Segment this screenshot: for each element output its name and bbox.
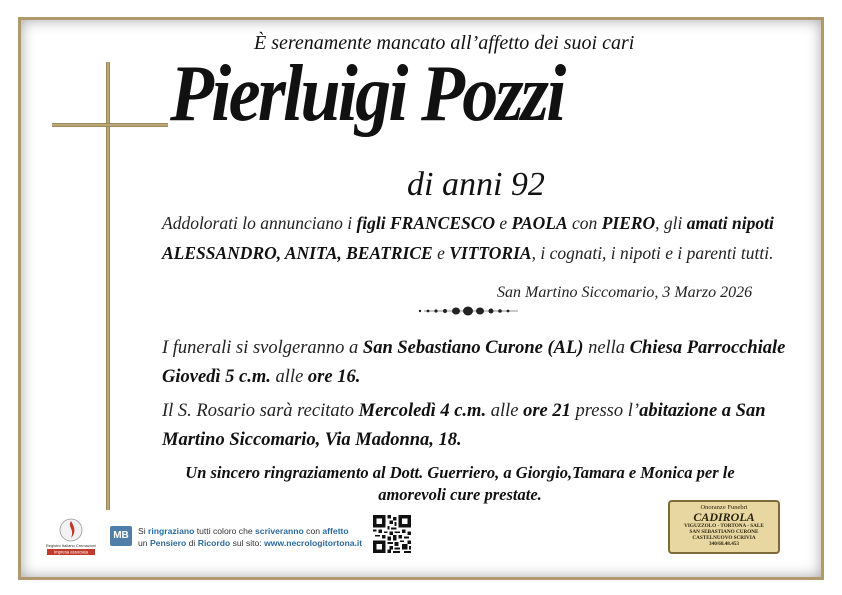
funeral-paragraph: I funerali si svolgeranno a San Sebastiano Curone (AL) nella Chiesa Parrocchiale Giovedì 5 c.m. alle ore 16. bbox=[162, 338, 786, 387]
deceased-age: di anni 92 bbox=[407, 166, 545, 203]
thanks-text: Un sincero ringraziamento al Dott. Guerriero, a Giorgio,Tamara e Monica per le amorevoli cure prestate. bbox=[185, 463, 735, 504]
funeral-home-plaque: Onoranze Funebri CADIROLA VIGUZZOLO - TORTONA - SALE SAN SEBASTIANO CURONE CASTELNUOVO SCRIVIA 340/68.48.453 bbox=[668, 500, 780, 554]
intro-text: È serenamente mancato all’affetto dei suoi cari bbox=[254, 32, 635, 54]
rosary-paragraph: Il S. Rosario sarà recitato Mercoledì 4 c.m. alle ore 21 presso l’abitazione a San Martino Siccomario, Via Madonna, 18. bbox=[162, 401, 766, 450]
svg-text:Impresa associata: Impresa associata bbox=[54, 549, 88, 555]
announcement-paragraph: Addolorati lo annunciano i figli FRANCESCO e PAOLA con PIERO, gli amati nipoti ALESSANDRO, ANITA, BEATRICE e VITTORIA, i cognati, i nipoti e i parenti tutti. bbox=[162, 213, 774, 263]
ornament-divider-icon bbox=[418, 304, 526, 318]
footer-message: Si ringraziano tutti coloro che scriveranno con affetto un Pensiero di Ricordo sul sito: www.necrologitortona.it bbox=[138, 526, 363, 548]
cremation-registry-logo bbox=[44, 516, 98, 556]
mb-logo-icon: MB bbox=[110, 526, 132, 546]
qr-code-icon[interactable] bbox=[373, 515, 411, 553]
deceased-name: Pierluigi Pozzi bbox=[170, 50, 564, 138]
website-link[interactable]: www.necrologitortona.it bbox=[264, 538, 363, 548]
cross-icon-horizontal bbox=[52, 123, 168, 127]
cross-icon-vertical bbox=[106, 62, 110, 510]
svg-text:Registro Italiano Cremazioni: Registro Italiano Cremazioni bbox=[45, 543, 97, 548]
place-date: San Martino Siccomario, 3 Marzo 2026 bbox=[497, 284, 753, 301]
